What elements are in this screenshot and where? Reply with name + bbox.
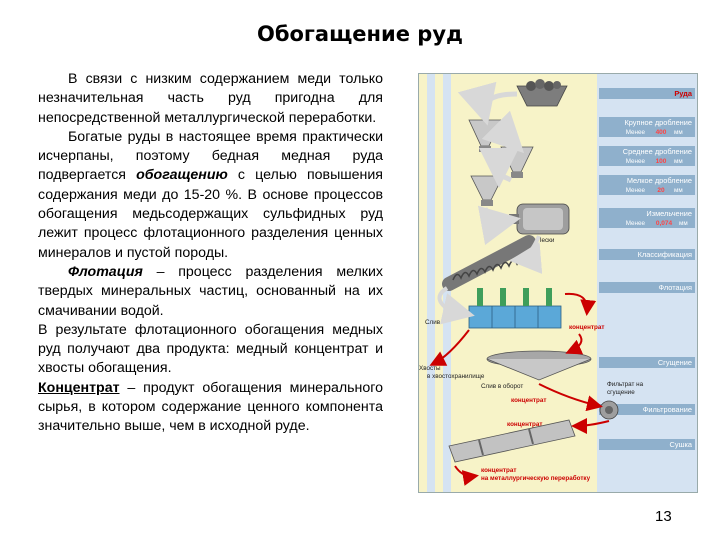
- size-prefix: Менее: [625, 220, 645, 227]
- stage-label: Сгущение: [657, 358, 692, 367]
- paragraph-text: с целью повышения содержания меди до 15-20 %. В основе процессов обогащения медьсодержащих сульфидных руд лежит процесс флотационного разделения ценных минералов и пустой породы.: [38, 167, 383, 261]
- term-flotation: Флотация: [68, 263, 143, 280]
- stage-label: Фильтрование: [642, 405, 692, 414]
- stage-drying: [599, 439, 695, 450]
- concentrate-label: концентрат: [507, 421, 543, 428]
- term-enrichment: обогащению: [136, 167, 228, 184]
- filtrate-label: Фильтрат на: [607, 381, 644, 388]
- stage-label: Мелкое дробление: [626, 176, 692, 185]
- stage-flotation: [599, 282, 695, 293]
- size-value: 400: [655, 129, 667, 136]
- stage-label: Сушка: [669, 440, 692, 449]
- stage-ore: [599, 88, 695, 99]
- stage-thickening: [599, 357, 695, 368]
- final-concentrate-label: концентрат: [481, 467, 517, 474]
- paragraph-text: Богатые руды в настоящее время практически исчерпаны, поэтому бедная медная руда подвергается: [38, 128, 383, 184]
- slide-title: Обогащение руд: [256, 22, 463, 46]
- size-unit: мм: [679, 220, 688, 227]
- size-unit: мм: [674, 187, 683, 194]
- size-prefix: Менее: [625, 129, 645, 136]
- stage-label: Измельчение: [646, 209, 692, 218]
- drain-return-label: Слив в оборот: [481, 383, 524, 390]
- stage-fine-crushing: [599, 175, 695, 195]
- sands-label: Пески: [537, 237, 555, 244]
- stage-coarse-crushing: [599, 117, 695, 137]
- stage-label: Классификация: [637, 250, 692, 259]
- paragraph-result: В результате флотационного обогащения медных руд получают два продукта: медный концентрат и хвосты обогащения.: [38, 321, 383, 377]
- size-prefix: Менее: [625, 187, 645, 194]
- size-value: 0,074: [655, 220, 673, 227]
- page-number: 13: [655, 508, 672, 525]
- final-concentrate-label: на металлургическую переработку: [481, 475, 591, 482]
- concentrate-label: концентрат: [569, 324, 605, 331]
- size-value: 100: [655, 158, 667, 165]
- stage-label: Руда: [674, 89, 692, 98]
- stage-label: Крупное дробление: [624, 118, 692, 127]
- paragraph-low-copper: В связи с низким содержанием меди только незначительная часть руд пригодна для непосредственной металлургической переработки.: [38, 71, 383, 126]
- size-unit: мм: [674, 158, 683, 165]
- stage-label: Среднее дробление: [622, 147, 692, 156]
- tailings-label: в хвостохранилище: [427, 373, 485, 380]
- term-concentrate: Концентрат: [38, 379, 120, 396]
- paragraph-flotation: [38, 263, 383, 321]
- stage-classification: [599, 249, 695, 260]
- body-text: [38, 70, 383, 437]
- concentrate-label: концентрат: [511, 397, 547, 404]
- left-band: [427, 74, 435, 492]
- vacuum-filter: [600, 401, 618, 419]
- paragraph-concentrate: [38, 379, 383, 437]
- stage-label: Флотация: [658, 283, 692, 292]
- size-unit: мм: [674, 129, 683, 136]
- filtrate-label: сгущение: [607, 389, 635, 396]
- paragraph-text: – процесс разделения мелких твердых минеральных частиц, основанный на их смачивании водой.: [38, 263, 383, 319]
- paragraph-text: – продукт обогащения минерального сырья, в котором содержание ценного компонента значительно выше, чем в исходной руде.: [38, 379, 383, 435]
- tailings-label: Хвосты: [419, 365, 441, 372]
- drain-label: Слив: [425, 319, 441, 326]
- size-value: 20: [657, 187, 665, 194]
- enrichment-flow-diagram: [418, 73, 698, 493]
- stage-medium-crushing: [599, 146, 695, 166]
- ball-mill: [509, 204, 569, 234]
- size-prefix: Менее: [625, 158, 645, 165]
- paragraph-rich-ores: [38, 128, 383, 263]
- stage-grinding: [599, 208, 695, 228]
